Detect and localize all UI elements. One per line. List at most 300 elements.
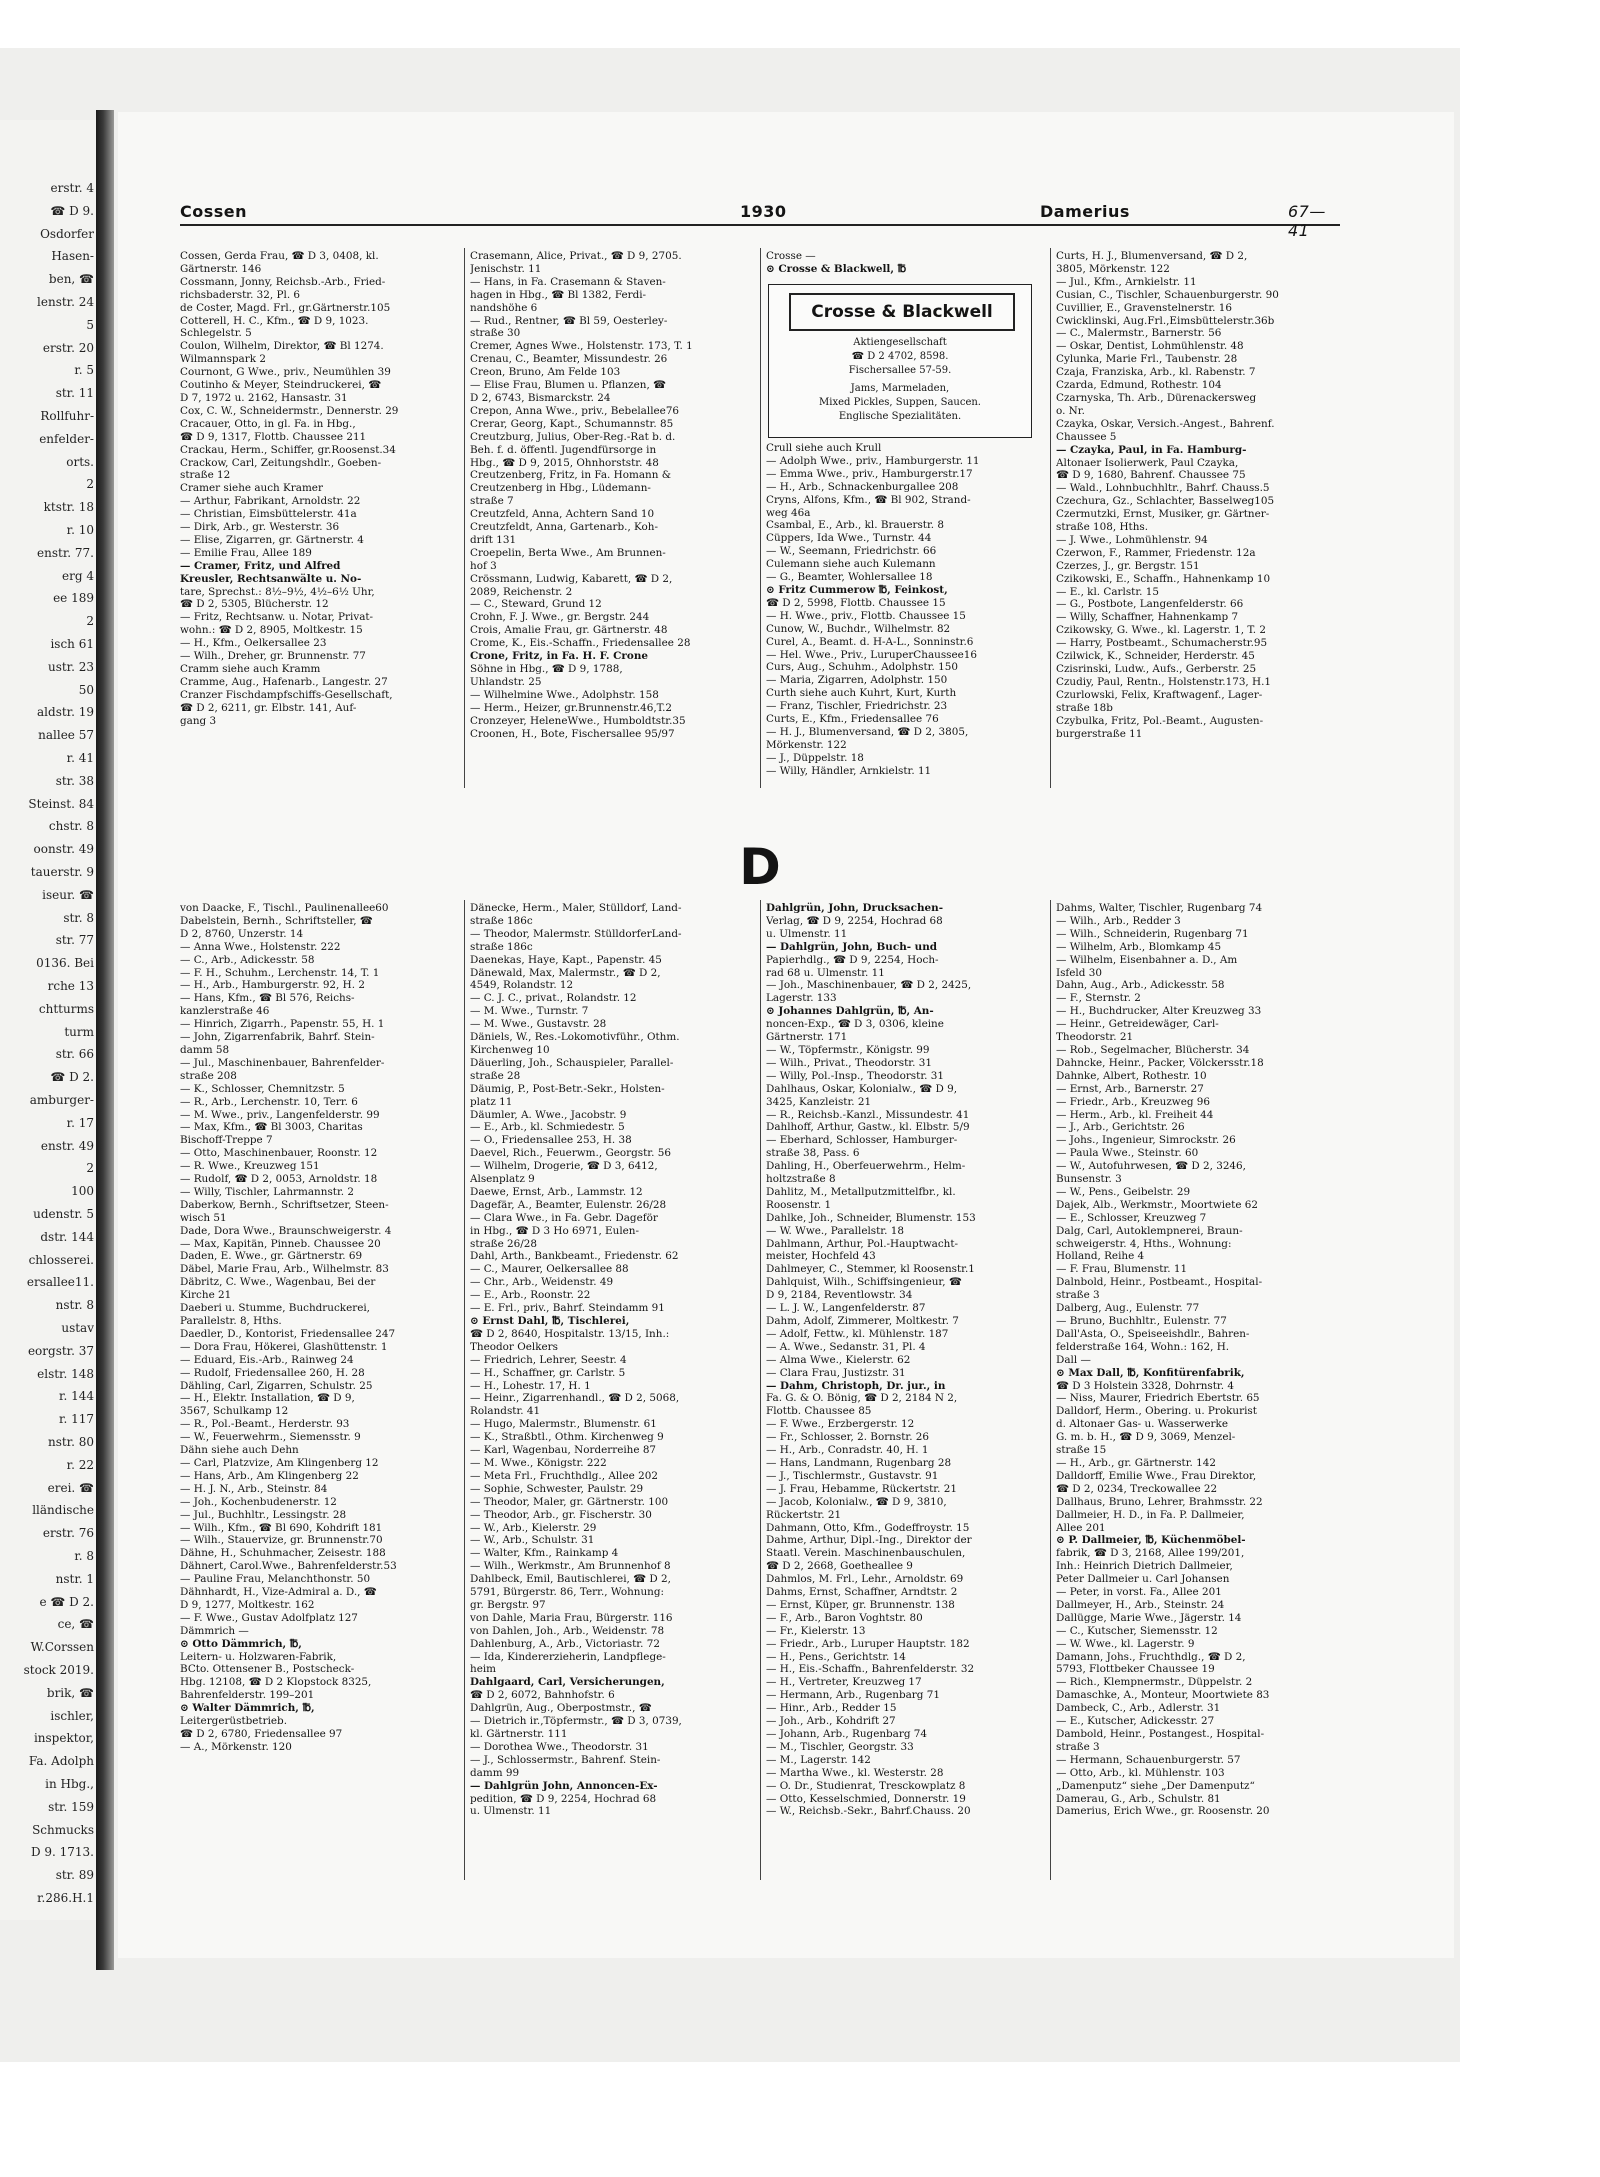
directory-entry-line: — O., Friedensallee 253, H. 38 <box>470 1134 632 1147</box>
directory-entry-line: — Czayka, Paul, in Fa. Hamburg- <box>1056 443 1247 456</box>
directory-entry-line: Uhlandstr. 25 <box>470 675 542 688</box>
directory-entry-line: Cramer siehe auch Kramer <box>180 482 323 495</box>
directory-entry-line: — W., Arb., Kielerstr. 29 <box>470 1521 597 1534</box>
directory-entry-line: Kirchenweg 10 <box>470 1043 550 1056</box>
directory-entry-line: D 2, 8760, Unzerstr. 14 <box>180 927 304 940</box>
directory-entry-line: ⊙ Ernst Dahl, ℔, Tischlerei, <box>470 1315 630 1327</box>
directory-entry-line: Creutzenberg in Hbg., Lüdemann- <box>470 482 651 495</box>
left-page-text-fragment: r. 17 <box>66 1115 94 1130</box>
directory-entry-line: Curts, H. J., Blumenversand, ☎ D 2, <box>1056 250 1248 262</box>
left-page-text-fragment: iseur. ☎ <box>42 887 94 902</box>
directory-entry-line: straße 15 <box>1056 1444 1107 1457</box>
directory-entry-line: schweigerstr. 4, Hths., Wohnung: <box>1056 1237 1232 1250</box>
directory-entry-line: — Pauline Frau, Melanchthonstr. 50 <box>180 1573 371 1586</box>
directory-entry-line: Croepelin, Berta Wwe., Am Brunnen- <box>470 546 666 559</box>
directory-entry-line: Dall'Asta, O., Speiseeishdlr., Bahren- <box>1056 1327 1250 1340</box>
directory-entry-line: Crois, Amalie Frau, gr. Gärtnerstr. 48 <box>470 624 668 637</box>
directory-entry-line: — Anna Wwe., Holstenstr. 222 <box>180 940 341 953</box>
directory-entry-line: — K., Schlosser, Chemnitzstr. 5 <box>180 1082 345 1095</box>
directory-entry-line: — J., Arb., Gerichtstr. 26 <box>1056 1121 1185 1134</box>
left-page-text-fragment: W.Corssen <box>30 1640 94 1655</box>
directory-entry-line: — Heinr., Getreidewäger, Carl- <box>1056 1018 1219 1031</box>
directory-entry-line: Leitergerüstbetrieb. <box>180 1715 288 1728</box>
directory-entry-line: wohn.: ☎ D 2, 8905, Moltkestr. 15 <box>180 624 363 637</box>
directory-entry-line: — Hel. Wwe., Priv., LuruperChaussee16 <box>766 648 978 661</box>
left-page-text-fragment: erstr. 20 <box>42 340 94 355</box>
directory-entry-line: — H., Kfm., Oelkersallee 23 <box>180 637 327 650</box>
left-page-text-fragment: chstr. 8 <box>48 819 94 834</box>
header-page-number: 67—41 <box>1288 202 1326 240</box>
directory-entry-line: — Jul., Maschinenbauer, Bahrenfelder- <box>180 1056 385 1069</box>
column-divider <box>464 900 465 1880</box>
directory-entry-line: — E. Frl., priv., Bahrf. Steindamm 91 <box>470 1302 665 1315</box>
directory-entry-line: — Wilhelm, Eisenbahner a. D., Am <box>1056 953 1238 966</box>
directory-entry-line: ☎ D 3 Holstein 3328, Dohrnstr. 4 <box>1056 1379 1234 1392</box>
directory-entry-line: Dahlke, Joh., Schneider, Blumenstr. 153 <box>766 1211 976 1224</box>
directory-entry-line: Crohn, F. J. Wwe., gr. Bergstr. 244 <box>470 611 650 624</box>
advertisement-title: Crosse & Blackwell <box>789 293 1015 331</box>
directory-entry-line: Curs, Aug., Schuhm., Adolphstr. 150 <box>766 661 958 674</box>
directory-entry-line: — Heinr., Zigarrenhandl., ☎ D 2, 5068, <box>470 1392 680 1405</box>
directory-entry-line: Crackow, Carl, Zeitungshdlr., Goeben- <box>180 456 382 469</box>
directory-entry-line: Coulon, Wilhelm, Direktor, ☎ Bl 1274. <box>180 340 384 353</box>
directory-entry-line: Beh. f. d. öffentl. Jugendfürsorge in <box>470 443 657 456</box>
directory-entry-line: damm 58 <box>180 1043 230 1056</box>
directory-entry-line: — Friedrich, Lehrer, Seestr. 4 <box>470 1353 627 1366</box>
left-page-text-fragment: udenstr. 5 <box>33 1207 94 1221</box>
directory-entry-line: — J., Tischlermstr., Gustavstr. 91 <box>766 1469 939 1482</box>
directory-entry-line: Czilwick, K., Schneider, Herderstr. 45 <box>1056 650 1255 663</box>
directory-entry-line: — H. J. N., Arb., Steinstr. 84 <box>180 1482 328 1495</box>
directory-entry-line: — M. Wwe., Königstr. 222 <box>470 1456 607 1469</box>
directory-entry-line: — Cramer, Fritz, und Alfred <box>180 559 341 572</box>
directory-entry-line: Czarda, Edmund, Rothestr. 104 <box>1056 379 1222 392</box>
directory-entry-line: — Dahlgrün John, Annoncen-Ex- <box>470 1779 658 1792</box>
left-page-text-fragment: enstr. 49 <box>40 1138 94 1153</box>
directory-entry-line: — Hans, Kfm., ☎ Bl 576, Reichs- <box>180 992 355 1005</box>
directory-entry-line: Cuvillier, E., Gravenstelnerstr. 16 <box>1056 301 1232 314</box>
directory-entry-line: straße 26/28 <box>470 1237 538 1250</box>
advertisement-line: Fischersallee 57-59. <box>848 365 952 376</box>
directory-entry-line: — H., Schaffner, gr. Carlstr. 5 <box>470 1366 626 1379</box>
directory-entry-line: straße 30 <box>470 327 521 340</box>
directory-entry-line: Dänewald, Max, Malermstr., ☎ D 2, <box>470 966 661 979</box>
directory-entry-line: — Meta Frl., Fruchthdlg., Allee 202 <box>470 1469 658 1482</box>
directory-entry-line: Creon, Bruno, Am Felde 103 <box>470 366 621 379</box>
left-page-text-fragment: inspektor, <box>33 1731 94 1746</box>
directory-entry-line: Dallhaus, Bruno, Lehrer, Brahmsstr. 22 <box>1056 1495 1263 1508</box>
directory-entry-line: Dähne, H., Schuhmacher, Zeisestr. 188 <box>180 1547 386 1560</box>
directory-entry-line: — Peter, in vorst. Fa., Allee 201 <box>1056 1586 1222 1599</box>
directory-entry-line: — Max, Kapitän, Pinneb. Chaussee 20 <box>180 1237 381 1250</box>
directory-column-bottom-1 <box>180 902 460 1882</box>
directory-entry-line: ☎ D 2, 6780, Friedensallee 97 <box>180 1728 343 1740</box>
left-page-text-fragment: str. 159 <box>48 1799 94 1814</box>
directory-entry-line: — O. Dr., Studienrat, Tresckowplatz 8 <box>766 1779 966 1792</box>
directory-entry-line: Dambold, Heinr., Postangest., Hospital- <box>1056 1728 1265 1740</box>
left-page-text-fragment: aldstr. 19 <box>37 705 94 720</box>
header-year: 1930 <box>740 202 787 221</box>
directory-entry-line: — Joh., Kochenbudenerstr. 12 <box>180 1495 337 1508</box>
directory-entry-line: — Harry, Postbeamt., Schumacherstr.95 <box>1056 637 1268 650</box>
directory-entry-line: — W., Arb., Schulstr. 31 <box>470 1534 595 1547</box>
directory-entry-line: — Otto, Maschinenbauer, Roonstr. 12 <box>180 1147 378 1160</box>
directory-entry-line: — E., Arb., kl. Schmiedestr. 5 <box>470 1121 625 1134</box>
directory-entry-line: ☎ D 2, 2668, Goetheallee 9 <box>766 1560 913 1573</box>
directory-column-bottom-4 <box>1056 902 1342 1882</box>
directory-entry-line: Dahlbeck, Emil, Bautischlerei, ☎ D 2, <box>470 1573 671 1586</box>
directory-entry-line: 3805, Mörkenstr. 122 <box>1056 262 1170 275</box>
directory-entry-line: ☎ D 9, 1680, Bahrenf. Chaussee 75 <box>1056 469 1246 482</box>
left-page-text-fragment: r. 144 <box>59 1389 94 1404</box>
directory-entry-line: — M. Wwe., Turnstr. 7 <box>470 1005 589 1018</box>
directory-entry-line: Cremer, Agnes Wwe., Holstenstr. 173, T. 1 <box>470 340 693 353</box>
left-page-text-fragment: Hasen- <box>51 249 94 264</box>
directory-entry-line: — Hans, Landmann, Rugenbarg 28 <box>766 1456 952 1469</box>
directory-entry-line: d. Altonaer Gas- u. Wasserwerke <box>1056 1418 1228 1431</box>
left-page-edge <box>0 120 100 1920</box>
directory-entry-line: Cryns, Alfons, Kfm., ☎ Bl 902, Strand- <box>766 493 971 506</box>
directory-entry-line: — H., Eis.-Schaffn., Bahrenfelderstr. 32 <box>766 1663 975 1676</box>
directory-entry-line: Crasemann, Alice, Privat., ☎ D 9, 2705. <box>470 250 682 262</box>
directory-entry-line: Leitern- u. Holzwaren-Fabrik, <box>180 1650 337 1663</box>
directory-entry-line: Daenekas, Haye, Kapt., Papenstr. 45 <box>470 953 662 966</box>
directory-entry-line: straße 3 <box>1056 1740 1100 1753</box>
directory-entry-line: — C. J. C., privat., Rolandstr. 12 <box>470 992 637 1005</box>
directory-entry-line: pedition, ☎ D 9, 2254, Hochrad 68 <box>470 1792 657 1805</box>
directory-entry-line: gr. Bergstr. 97 <box>470 1598 546 1611</box>
directory-entry-line: D 9, 2184, Reventlowstr. 34 <box>766 1289 913 1302</box>
directory-entry-line: ☎ D 2, 0234, Treckowallee 22 <box>1056 1482 1218 1495</box>
directory-entry-line: Dade, Dora Wwe., Braunschweigerstr. 4 <box>180 1224 392 1237</box>
directory-entry-line: — Theodor, Malermstr. StülldorferLand- <box>470 927 682 940</box>
directory-entry-line: Fa. G. & O. Bönig, ☎ D 2, 2184 N 2, <box>766 1392 958 1405</box>
left-page-text-fragment: elstr. 148 <box>37 1366 94 1381</box>
directory-entry-line: Cramme, Aug., Hafenarb., Langestr. 27 <box>180 675 388 688</box>
book-gutter <box>96 110 114 1970</box>
directory-entry-line: — Willy, Tischler, Lahrmannstr. 2 <box>180 1185 354 1198</box>
directory-entry-line: Creutzfeldt, Anna, Gartenarb., Koh- <box>470 521 658 534</box>
directory-entry-line: Inh.: Heinrich Dietrich Dallmeier, <box>1056 1560 1233 1573</box>
directory-entry-line: burgerstraße 11 <box>1056 727 1143 740</box>
directory-entry-line: — Wilhelm, Arb., Blomkamp 45 <box>1056 940 1222 953</box>
directory-entry-line: — H., Lohestr. 17, H. 1 <box>470 1379 591 1392</box>
directory-entry-line: Dahlenburg, A., Arb., Victoriastr. 72 <box>470 1637 660 1650</box>
directory-entry-line: — Wilhelm, Drogerie, ☎ D 3, 6412, <box>470 1160 658 1173</box>
directory-entry-line: — H. Wwe., priv., Flottb. Chaussee 15 <box>766 609 966 622</box>
column-divider <box>760 248 761 788</box>
directory-entry-line: Dabelstein, Bernh., Schriftsteller, ☎ <box>180 914 373 927</box>
directory-entry-line: — Dietrich ir.,Töpfermstr., ☎ D 3, 0739, <box>470 1715 682 1728</box>
directory-entry-line: Dallmeyer, H., Arb., Steinstr. 24 <box>1056 1598 1225 1611</box>
directory-entry-line: — Christian, Eimsbüttelerstr. 41a <box>180 508 357 521</box>
directory-entry-line: Bahrenfelderstr. 199–201 <box>180 1689 315 1702</box>
directory-entry-line: — W., Pens., Geibelstr. 29 <box>1056 1185 1191 1198</box>
directory-entry-line: ⊙ P. Dallmeier, ℔, Küchenmöbel- <box>1056 1534 1246 1547</box>
directory-entry-line: — Friedr., Arb., Kreuzweg 96 <box>1056 1095 1211 1108</box>
directory-entry-line: — Eduard, Eis.-Arb., Rainweg 24 <box>180 1353 354 1366</box>
directory-entry-line: Crull siehe auch Krull <box>766 442 882 454</box>
directory-entry-line: — Emilie Frau, Allee 189 <box>180 546 312 559</box>
directory-entry-line: — Arthur, Fabrikant, Arnoldstr. 22 <box>180 495 361 508</box>
directory-entry-line: ☎ D 9, 1317, Flottb. Chaussee 211 <box>180 430 367 443</box>
directory-entry-line: Mörkenstr. 122 <box>766 738 847 751</box>
directory-entry-line: Curel, A., Beamt. d. H-A-L., Sonninstr.6 <box>766 635 974 648</box>
directory-entry-line: straße 208 <box>180 1069 237 1082</box>
directory-entry-line: — F., Arb., Baron Voghtstr. 80 <box>766 1611 923 1624</box>
directory-entry-line: kl. Gärtnerstr. 111 <box>470 1728 568 1740</box>
directory-entry-line: Gärtnerstr. 146 <box>180 262 262 275</box>
directory-entry-line: — H. J., Blumenversand, ☎ D 2, 3805, <box>766 725 969 738</box>
directory-entry-line: meister, Hochfeld 43 <box>766 1250 876 1263</box>
directory-entry-line: Croonen, H., Bote, Fischersallee 95/97 <box>470 727 675 740</box>
left-page-text-fragment: erstr. 76 <box>42 1526 94 1541</box>
left-page-text-fragment: chlosserei. <box>28 1252 94 1267</box>
directory-entry-line: straße 108, Hths. <box>1056 521 1149 534</box>
directory-entry-line: — Fritz, Rechtsanw. u. Notar, Privat- <box>180 611 374 624</box>
directory-entry-line: Dalg, Carl, Autoklempnerei, Braun- <box>1056 1224 1243 1237</box>
directory-entry-line: — Rob., Segelmacher, Blücherstr. 34 <box>1056 1043 1250 1056</box>
directory-entry-line: Czisrinski, Ludw., Aufs., Gerberstr. 25 <box>1056 663 1257 675</box>
directory-entry-line: Cylunka, Marie Frl., Taubenstr. 28 <box>1056 353 1238 366</box>
left-page-text-fragment: r. 10 <box>66 523 94 537</box>
left-page-text-fragment: 2 <box>86 477 94 492</box>
directory-entry-line: — Adolf, Fettw., kl. Mühlenstr. 187 <box>766 1327 949 1340</box>
left-page-text-fragment: ☎ D 9. <box>50 203 94 218</box>
left-page-text-fragment: 0136. Bei <box>36 956 94 971</box>
directory-entry-line: Cusian, C., Tischler, Schauenburgerstr. 90 <box>1056 288 1279 301</box>
directory-entry-line: von Daacke, F., Tischl., Paulinenallee60 <box>180 902 389 914</box>
directory-entry-line: — A. Wwe., Sedanstr. 31, Pl. 4 <box>766 1340 926 1353</box>
left-page-text-fragment: enstr. 77. <box>37 545 94 560</box>
directory-entry-line: — F. Wwe., Gustav Adolfplatz 127 <box>180 1611 358 1624</box>
directory-entry-line: — Eberhard, Schlosser, Hamburger- <box>766 1134 958 1147</box>
directory-entry-line: — Ida, Kindererzieherin, Landpflege- <box>470 1650 666 1663</box>
directory-entry-line: Czudiy, Paul, Rentn., Holstenstr.173, H.1 <box>1056 675 1272 688</box>
directory-entry-line: weg 46a <box>766 506 811 519</box>
directory-entry-line: — M. Wwe., priv., Langenfelderstr. 99 <box>180 1108 380 1121</box>
directory-entry-line: straße 7 <box>470 495 514 508</box>
directory-entry-line: Altonaer Isolierwerk, Paul Czayka, <box>1056 456 1239 469</box>
column-divider <box>1050 248 1051 788</box>
directory-entry-line: de Coster, Magd. Frl., gr.Gärtnerstr.105 <box>180 301 391 314</box>
advertisement-line: Aktiengesellschaft <box>853 337 947 348</box>
left-page-text-fragment: lländische <box>32 1503 94 1518</box>
directory-entry-line: Roosenstr. 1 <box>766 1198 832 1211</box>
section-letter: D <box>739 838 781 896</box>
left-page-text-fragment: Steinst. 84 <box>28 796 94 811</box>
directory-entry-line: Crosse — <box>766 250 816 262</box>
directory-entry-line: Curth siehe auch Kuhrt, Kurt, Kurth <box>766 687 957 700</box>
directory-entry-line: Flottb. Chaussee 85 <box>766 1405 872 1418</box>
directory-entry-line: — F. Wwe., Erzbergerstr. 12 <box>766 1418 915 1431</box>
directory-entry-line: Dahmann, Otto, Kfm., Godeffroystr. 15 <box>766 1521 970 1534</box>
directory-entry-line: Dänecke, Herm., Maler, Stülldorf, Land- <box>470 902 682 914</box>
directory-entry-line: — C., Kutscher, Siemensstr. 12 <box>1056 1624 1218 1637</box>
left-page-text-fragment: ustav <box>61 1321 94 1335</box>
directory-entry-line: — K., Straßbtl., Othm. Kirchenweg 9 <box>470 1431 664 1444</box>
directory-entry-line: — G., Beamter, Wohlersallee 18 <box>766 571 933 584</box>
directory-entry-line: u. Ulmenstr. 11 <box>470 1805 552 1818</box>
directory-entry-line: Dahling, H., Oberfeuerwehrm., Helm- <box>766 1160 966 1173</box>
left-page-text-fragment: ☎ D 2. <box>50 1070 94 1085</box>
directory-entry-line: — W., Autofuhrwesen, ☎ D 2, 3246, <box>1056 1160 1246 1173</box>
left-page-text-fragment: eorgstr. 37 <box>27 1343 94 1358</box>
directory-entry-line: Bunsenstr. 3 <box>1056 1173 1122 1186</box>
directory-entry-line: — E., kl. Carlstr. 15 <box>1056 585 1160 598</box>
directory-entry-line: Chaussee 5 <box>1056 430 1117 443</box>
directory-entry-line: Czechura, Gz., Schlachter, Basselweg105 <box>1056 495 1275 508</box>
directory-entry-line: — Rudolf, ☎ D 2, 0053, Arnoldstr. 18 <box>180 1173 378 1186</box>
directory-entry-line: straße 3 <box>1056 1289 1100 1302</box>
directory-entry-line: ☎ D 2, 6211, gr. Elbstr. 141, Auf- <box>180 701 357 714</box>
directory-entry-line: noncen-Exp., ☎ D 3, 0306, kleine <box>766 1018 944 1031</box>
left-page-text-fragment: ustr. 23 <box>47 659 94 674</box>
directory-entry-line: ⊙ Johannes Dahlgrün, ℔, An- <box>766 1005 934 1018</box>
directory-entry-line: Rolandstr. 41 <box>470 1405 541 1418</box>
directory-entry-line: — Hermann, Schauenburgerstr. 57 <box>1056 1753 1241 1766</box>
directory-entry-line: — W. Wwe., Parallelstr. 18 <box>766 1224 904 1237</box>
directory-entry-line: — Rudolf, Friedensallee 260, H. 28 <box>180 1366 365 1379</box>
directory-column-bottom-3 <box>766 902 1046 1882</box>
directory-entry-line: ☎ D 2, 6072, Bahnhofstr. 6 <box>470 1689 615 1702</box>
directory-entry-line: Dahlgaard, Carl, Versicherungen, <box>470 1676 665 1689</box>
directory-entry-line: — Franz, Tischler, Friedrichstr. 23 <box>766 700 948 713</box>
directory-entry-line: Dalldorf, Herm., Obering. u. Prokurist <box>1056 1405 1257 1418</box>
advertisement-line: Jams, Marmeladen, <box>850 383 950 394</box>
directory-entry-line: felderstraße 164, Wohn.: 162, H. <box>1056 1340 1230 1353</box>
left-page-text-fragment: Rollfuhr- <box>40 409 94 423</box>
directory-entry-line: Dahn, Aug., Arb., Adickesstr. 58 <box>1056 979 1225 992</box>
directory-entry-line: Cronzeyer, HeleneWwe., Humboldtstr.35 <box>470 714 686 727</box>
directory-entry-line: — E., Arb., Roonstr. 22 <box>470 1289 591 1302</box>
directory-entry-line: Dahlquist, Wilh., Schiffsingenieur, ☎ <box>766 1276 962 1289</box>
directory-entry-line: — H., Arb., Schnackenburgallee 208 <box>766 480 959 493</box>
directory-entry-line: — Jul., Buchhltr., Lessingstr. 28 <box>180 1508 347 1521</box>
directory-entry-line: Kreusler, Rechtsanwälte u. No- <box>180 572 362 585</box>
left-page-text-fragment: rche 13 <box>47 979 94 993</box>
directory-entry-line: — R., Pol.-Beamt., Herderstr. 93 <box>180 1418 350 1431</box>
directory-entry-line: — Maria, Zigarren, Adolphstr. 150 <box>766 674 948 687</box>
directory-entry-line: Bischoff-Treppe 7 <box>180 1134 273 1147</box>
directory-entry-line: Dalldorff, Emilie Wwe., Frau Direktor, <box>1056 1469 1257 1482</box>
directory-entry-line: — C., Malermstr., Barnerstr. 56 <box>1056 327 1222 340</box>
directory-entry-line: — Friedr., Arb., Luruper Hauptstr. 182 <box>766 1637 970 1650</box>
directory-entry-line: Dahme, Arthur, Dipl.-Ing., Direktor der <box>766 1534 972 1547</box>
left-page-text-fragment: e ☎ D 2. <box>39 1594 94 1609</box>
directory-column-bottom-2 <box>470 902 756 1882</box>
directory-entry-line: — Willy, Händler, Arnkielstr. 11 <box>766 764 932 777</box>
directory-entry-line: — F. Frau, Blumenstr. 11 <box>1056 1263 1188 1276</box>
directory-entry-line: — Max, Kfm., ☎ Bl 3003, Charitas <box>180 1121 363 1134</box>
directory-entry-line: — Fr., Kielerstr. 13 <box>766 1624 866 1637</box>
directory-entry-line: Creutzfeld, Anna, Achtern Sand 10 <box>470 508 655 521</box>
directory-entry-line: ⊙ Otto Dämmrich, ℔, <box>180 1637 302 1650</box>
left-page-text-fragment: 5 <box>86 317 94 332</box>
directory-entry-line: — Niss, Maurer, Friedrich Ebertstr. 65 <box>1056 1392 1260 1405</box>
directory-entry-line: Czikowski, E., Schaffn., Hahnenkamp 10 <box>1056 572 1271 585</box>
directory-entry-line: — Wilh., Werkmstr., Am Brunnenhof 8 <box>470 1560 671 1573</box>
directory-entry-line: Crome, K., Eis.-Schaffn., Friedensallee 28 <box>470 637 691 650</box>
directory-entry-line: Csambal, E., Arb., kl. Brauerstr. 8 <box>766 519 945 532</box>
directory-entry-line: in Hbg., ☎ D 3 Ho 6971, Eulen- <box>470 1224 640 1237</box>
directory-entry-line: straße 28 <box>470 1069 521 1082</box>
directory-entry-line: Daedler, D., Kontorist, Friedensallee 247 <box>180 1327 396 1340</box>
directory-entry-line: — H., Vertreter, Kreuzweg 17 <box>766 1676 922 1689</box>
directory-entry-line: — W., Feuerwehrm., Siemensstr. 9 <box>180 1431 361 1444</box>
left-page-text-fragment: ce, ☎ <box>57 1617 94 1632</box>
directory-entry-line: — Fr., Schlosser, 2. Bornstr. 26 <box>766 1431 930 1444</box>
left-page-text-fragment: nallee 57 <box>38 728 94 743</box>
directory-entry-line: 5793, Flottbeker Chaussee 19 <box>1056 1663 1215 1676</box>
directory-entry-line: — Sophie, Schwester, Paulstr. 29 <box>470 1482 644 1495</box>
directory-entry-line: hof 3 <box>470 559 497 572</box>
directory-entry-line: Dallügge, Marie Wwe., Jägerstr. 14 <box>1056 1611 1242 1624</box>
left-page-text-fragment: Osdorfer <box>40 226 94 241</box>
directory-entry-line: — Willy, Schaffner, Hahnenkamp 7 <box>1056 611 1239 624</box>
left-page-text-fragment: ben, ☎ <box>48 272 94 287</box>
directory-entry-line: — Elise, Zigarren, gr. Gärtnerstr. 4 <box>180 533 364 546</box>
directory-entry-line: Damerau, G., Arb., Schulstr. 81 <box>1056 1792 1221 1805</box>
directory-entry-line: — F., Sternstr. 2 <box>1056 992 1141 1005</box>
left-page-text-fragment: orts. <box>66 454 94 469</box>
directory-entry-line: — Wald., Lohnbuchhltr., Bahrf. Chauss.5 <box>1056 482 1270 495</box>
directory-entry-line: Dähn siehe auch Dehn <box>180 1444 299 1457</box>
directory-entry-line: 4549, Rolandstr. 12 <box>470 979 574 992</box>
directory-entry-line: — Willy, Pol.-Insp., Theodorstr. 31 <box>766 1069 944 1082</box>
directory-entry-line: straße 38, Pass. 6 <box>766 1147 860 1160</box>
directory-entry-line: Däbel, Marie Frau, Arb., Wilhelmstr. 83 <box>180 1263 389 1276</box>
directory-entry-line: Dämmrich — <box>180 1624 249 1637</box>
directory-entry-line: — Dorothea Wwe., Theodorstr. 31 <box>470 1740 649 1753</box>
advertisement-line: Mixed Pickles, Suppen, Saucen. <box>819 397 981 408</box>
directory-entry-line: von Dahlen, Joh., Arb., Weidenstr. 78 <box>470 1624 665 1637</box>
directory-entry-line: Dahlmann, Arthur, Pol.-Hauptwacht- <box>766 1237 959 1250</box>
directory-entry-line: u. Ulmenstr. 11 <box>766 927 848 940</box>
left-page-text-fragment: dstr. 144 <box>40 1229 94 1244</box>
directory-entry-line: — Wilh., Dreher, gr. Brunnenstr. 77 <box>180 650 366 663</box>
directory-entry-line: Czybulka, Fritz, Pol.-Beamt., Augusten- <box>1056 714 1264 727</box>
directory-entry-line: — Hugo, Malermstr., Blumenstr. 61 <box>470 1418 657 1431</box>
directory-entry-line: D 9, 1277, Moltkestr. 162 <box>180 1598 315 1611</box>
directory-entry-line: — Herm., Arb., kl. Freiheit 44 <box>1056 1108 1214 1121</box>
directory-entry-line: Lagerstr. 133 <box>766 992 837 1005</box>
left-page-text-fragment: str. 8 <box>63 910 94 925</box>
directory-entry-line: Hbg., ☎ D 9, 2015, Ohnhorststr. 48 <box>470 456 659 469</box>
left-page-text-fragment: nstr. 80 <box>47 1435 94 1449</box>
directory-entry-line: 3425, Kanzleistr. 21 <box>766 1095 872 1108</box>
directory-entry-line: — G., Postbote, Langenfelderstr. 66 <box>1056 598 1244 611</box>
directory-entry-line: — E., Schlosser, Kreuzweg 7 <box>1056 1211 1207 1224</box>
directory-entry-line: — Ernst, Arb., Barnerstr. 27 <box>1056 1082 1204 1095</box>
directory-entry-line: kanzlerstraße 46 <box>180 1005 270 1018</box>
directory-entry-line: — H., Arb., gr. Gärtnerstr. 142 <box>1056 1456 1216 1469</box>
directory-entry-line: Czurlowski, Felix, Kraftwagenf., Lager- <box>1056 688 1263 701</box>
directory-entry-line: Czerwon, F., Rammer, Friedenstr. 12a <box>1056 546 1256 559</box>
directory-entry-line: Cotterell, H. C., Kfm., ☎ D 9, 1023. <box>180 314 369 327</box>
directory-entry-line: — W., Seemann, Friedrichstr. 66 <box>766 545 937 558</box>
directory-entry-line: ⊙ Walter Dämmrich, ℔, <box>180 1702 315 1715</box>
directory-entry-line: Cossen, Gerda Frau, ☎ D 3, 0408, kl. <box>180 250 379 262</box>
directory-entry-line: Däumig, P., Post-Betr.-Sekr., Holsten- <box>470 1082 665 1095</box>
directory-column-top-2 <box>470 250 756 790</box>
directory-entry-line: Jenischstr. 11 <box>470 262 542 275</box>
directory-entry-line: tare, Sprechst.: 8½–9½, 4½–6½ Uhr, <box>180 585 375 598</box>
directory-entry-line: G. m. b. H., ☎ D 9, 3069, Menzel- <box>1056 1431 1236 1444</box>
left-page-text-fragment: erg 4 <box>62 568 94 583</box>
directory-entry-line: Creutzenberg, Fritz, in Fa. Homann & <box>470 469 671 482</box>
directory-entry-line: D 7, 1972 u. 2162, Hansastr. 31 <box>180 391 348 404</box>
